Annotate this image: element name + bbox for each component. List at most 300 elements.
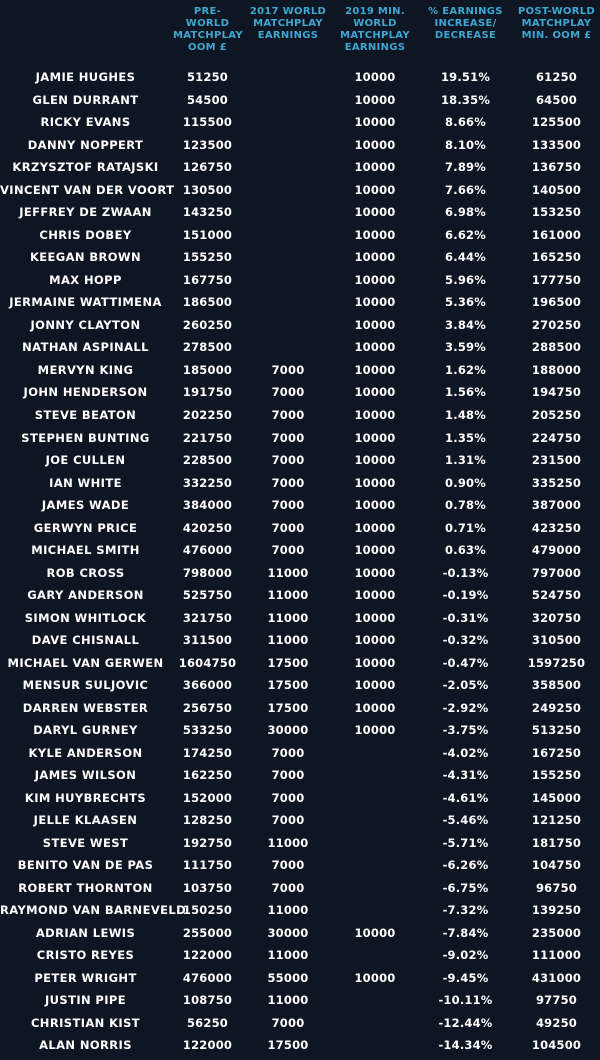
post-world-oom-cell: 479000 — [531, 543, 582, 558]
percent-change-cell: -0.47% — [442, 655, 489, 670]
pre-world-oom-cell: 130500 — [182, 182, 233, 197]
percent-change-cell: -2.05% — [442, 678, 489, 693]
percent-change-cell: 7.89% — [445, 160, 486, 175]
player-name-cell: JERMAINE WATTIMENA — [9, 295, 162, 310]
earnings-2017-cell — [244, 134, 332, 157]
post-world-oom-cell: 97750 — [535, 993, 577, 1008]
pre-world-oom-cell: 202250 — [182, 407, 233, 422]
player-name-cell: STEVE WEST — [42, 835, 129, 850]
percent-change-cell: 1.31% — [445, 453, 486, 468]
earnings-2017-cell: 7000 — [271, 407, 305, 422]
table-row — [0, 381, 600, 404]
player-name-cell: GERWYN PRICE — [33, 520, 138, 535]
post-world-oom-cell: 310500 — [531, 633, 582, 648]
player-name-cell: DANNY NOPPERT — [27, 137, 144, 152]
min-earnings-2019-cell: 10000 — [354, 633, 396, 648]
pre-world-oom-cell: 155250 — [182, 250, 233, 265]
percent-change-cell: 1.35% — [445, 430, 486, 445]
earnings-2017-cell — [244, 89, 332, 112]
table-body — [0, 66, 600, 1057]
post-world-oom-cell: 49250 — [535, 1015, 577, 1030]
earnings-2017-cell — [244, 66, 332, 89]
table-row — [0, 179, 600, 202]
percent-change-cell: 1.56% — [445, 385, 486, 400]
pre-world-oom-cell: 256750 — [182, 700, 233, 715]
earnings-2017-cell: 11000 — [267, 565, 309, 580]
earnings-2017-cell: 17500 — [267, 655, 309, 670]
min-earnings-2019-cell: 10000 — [354, 678, 396, 693]
post-world-oom-cell: 358500 — [531, 678, 582, 693]
min-earnings-2019-cell — [332, 944, 418, 967]
min-earnings-2019-cell — [332, 832, 418, 855]
pre-world-oom-cell: 54500 — [186, 92, 228, 107]
post-world-oom-cell: 61250 — [535, 70, 577, 85]
earnings-2017-cell: 7000 — [271, 385, 305, 400]
earnings-2017-cell: 7000 — [271, 768, 305, 783]
min-earnings-2019-cell: 10000 — [354, 160, 396, 175]
player-name-cell: MAX HOPP — [49, 272, 122, 287]
min-earnings-2019-cell — [332, 764, 418, 787]
table-row — [0, 314, 600, 337]
table-row — [0, 922, 600, 945]
percent-change-cell: -10.11% — [438, 993, 493, 1008]
min-earnings-2019-cell: 10000 — [354, 498, 396, 513]
min-earnings-2019-cell: 10000 — [354, 700, 396, 715]
player-name-cell: DARREN WEBSTER — [22, 700, 149, 715]
min-earnings-2019-cell: 10000 — [354, 227, 396, 242]
player-name-cell: STEPHEN BUNTING — [21, 430, 150, 445]
percent-change-cell: -0.19% — [442, 588, 489, 603]
pre-world-oom-cell: 798000 — [182, 565, 233, 580]
percent-change-cell: -5.46% — [442, 813, 489, 828]
pre-world-oom-cell: 143250 — [182, 205, 233, 220]
player-name-cell: RAYMOND VAN BARNEVELD — [0, 903, 187, 918]
table-row — [0, 494, 600, 517]
min-earnings-2019-cell — [332, 787, 418, 810]
player-name-cell: MICHAEL VAN GERWEN — [7, 655, 164, 670]
pre-world-oom-cell: 525750 — [182, 588, 233, 603]
player-name-cell: NATHAN ASPINALL — [22, 340, 149, 355]
table-row — [0, 606, 600, 629]
player-name-cell: DARYL GURNEY — [33, 723, 138, 738]
min-earnings-2019-cell: 10000 — [354, 430, 396, 445]
percent-change-cell: -0.32% — [442, 633, 489, 648]
player-name-cell: CHRIS DOBEY — [39, 227, 132, 242]
pre-world-oom-cell: 255000 — [182, 925, 233, 940]
min-earnings-2019-cell: 10000 — [354, 520, 396, 535]
player-name-cell: KYLE ANDERSON — [28, 745, 143, 760]
pre-world-oom-cell: 51250 — [186, 70, 228, 85]
post-world-oom-cell: 125500 — [531, 115, 582, 130]
player-name-cell: ROB CROSS — [46, 565, 125, 580]
table-row — [0, 719, 600, 742]
post-world-oom-cell: 64500 — [535, 92, 577, 107]
table-row — [0, 246, 600, 269]
post-world-oom-cell: 133500 — [531, 137, 582, 152]
table-row — [0, 336, 600, 359]
pre-world-oom-cell: 167750 — [182, 272, 233, 287]
table-row — [0, 651, 600, 674]
min-earnings-2019-cell — [332, 854, 418, 877]
percent-change-cell: 8.66% — [445, 115, 486, 130]
player-name-cell: JAMES WADE — [41, 498, 130, 513]
earnings-2017-cell — [244, 201, 332, 224]
percent-change-cell: 5.36% — [445, 295, 486, 310]
post-world-oom-cell: 387000 — [531, 498, 582, 513]
earnings-2017-cell — [244, 224, 332, 247]
player-name-cell: GLEN DURRANT — [32, 92, 139, 107]
min-earnings-2019-cell: 10000 — [354, 970, 396, 985]
table-row — [0, 787, 600, 810]
player-name-cell: GARY ANDERSON — [27, 588, 144, 603]
table-row — [0, 539, 600, 562]
player-name-cell: IAN WHITE — [49, 475, 122, 490]
earnings-2017-cell: 55000 — [267, 970, 309, 985]
earnings-2017-cell: 7000 — [271, 1015, 305, 1030]
post-world-oom-cell: 235000 — [531, 925, 582, 940]
earnings-2017-cell: 11000 — [267, 633, 309, 648]
player-name-cell: JUSTIN PIPE — [44, 993, 127, 1008]
earnings-2017-cell: 11000 — [267, 588, 309, 603]
pre-world-oom-cell: 332250 — [182, 475, 233, 490]
earnings-2017-cell: 11000 — [267, 903, 309, 918]
pre-world-oom-cell: 311500 — [182, 633, 233, 648]
earnings-2017-cell: 30000 — [267, 723, 309, 738]
post-world-oom-cell: 249250 — [531, 700, 582, 715]
table-row — [0, 854, 600, 877]
percent-change-cell: -7.84% — [442, 925, 489, 940]
min-earnings-2019-cell — [332, 899, 418, 922]
table-row — [0, 674, 600, 697]
earnings-2017-cell — [244, 156, 332, 179]
earnings-2017-cell — [244, 291, 332, 314]
earnings-2017-cell: 11000 — [267, 610, 309, 625]
min-earnings-2019-cell: 10000 — [354, 925, 396, 940]
table-row — [0, 989, 600, 1012]
earnings-2017-cell: 7000 — [271, 858, 305, 873]
min-earnings-2019-cell — [332, 809, 418, 832]
min-earnings-2019-cell: 10000 — [354, 70, 396, 85]
earnings-2017-cell: 11000 — [267, 948, 309, 963]
percent-change-cell: 1.48% — [445, 407, 486, 422]
table-row — [0, 832, 600, 855]
post-world-oom-cell: 188000 — [531, 362, 582, 377]
post-world-oom-cell: 335250 — [531, 475, 582, 490]
post-world-oom-cell: 145000 — [531, 790, 582, 805]
player-name-cell: STEVE BEATON — [34, 407, 137, 422]
pre-world-oom-cell: 122000 — [182, 1038, 233, 1053]
min-earnings-2019-cell — [332, 741, 418, 764]
percent-change-cell: 7.66% — [445, 182, 486, 197]
post-world-oom-cell: 231500 — [531, 453, 582, 468]
post-world-oom-cell: 177750 — [531, 272, 582, 287]
pre-world-oom-cell: 192750 — [182, 835, 233, 850]
player-name-cell: SIMON WHITLOCK — [24, 610, 147, 625]
min-earnings-2019-cell — [332, 1034, 418, 1057]
pre-world-oom-cell: 126750 — [182, 160, 233, 175]
percent-change-cell: 6.62% — [445, 227, 486, 242]
percent-change-cell: -0.13% — [442, 565, 489, 580]
earnings-2017-cell: 7000 — [271, 880, 305, 895]
pre-world-oom-cell: 366000 — [182, 678, 233, 693]
post-world-oom-cell: 161000 — [531, 227, 582, 242]
player-name-cell: JELLE KLAASEN — [33, 813, 138, 828]
earnings-2017-cell — [244, 179, 332, 202]
post-world-oom-cell: 181750 — [531, 835, 582, 850]
min-earnings-2019-cell: 10000 — [354, 272, 396, 287]
earnings-2017-cell — [244, 269, 332, 292]
table-row — [0, 764, 600, 787]
earnings-2017-cell — [244, 111, 332, 134]
earnings-2017-cell: 17500 — [267, 1038, 309, 1053]
pre-world-oom-cell: 152000 — [182, 790, 233, 805]
player-name-cell: PETER WRIGHT — [34, 970, 137, 985]
percent-change-cell: -4.02% — [442, 745, 489, 760]
percent-change-cell: -4.31% — [442, 768, 489, 783]
player-name-cell: JOE CULLEN — [45, 453, 126, 468]
percent-change-cell: -0.31% — [442, 610, 489, 625]
percent-change-cell: -9.45% — [442, 970, 489, 985]
earnings-2017-cell — [244, 314, 332, 337]
post-world-oom-cell: 111000 — [531, 948, 582, 963]
min-earnings-2019-cell: 10000 — [354, 250, 396, 265]
player-name-cell: MENSUR SULJOVIC — [22, 678, 149, 693]
earnings-2017-cell — [244, 336, 332, 359]
pre-world-oom-cell: 221750 — [182, 430, 233, 445]
min-earnings-2019-cell: 10000 — [354, 92, 396, 107]
percent-change-cell: -4.61% — [442, 790, 489, 805]
table-row — [0, 134, 600, 157]
min-earnings-2019-cell: 10000 — [354, 362, 396, 377]
player-name-cell: DAVE CHISNALL — [31, 633, 140, 648]
post-world-oom-cell: 165250 — [531, 250, 582, 265]
earnings-2017-cell: 7000 — [271, 813, 305, 828]
player-name-cell: JONNY CLAYTON — [30, 317, 141, 332]
min-earnings-2019-cell: 10000 — [354, 295, 396, 310]
post-world-oom-cell: 797000 — [531, 565, 582, 580]
column-header-2019-min-earnings: 2019 MIN. WORLD MATCHPLAY EARNINGS — [340, 6, 410, 53]
min-earnings-2019-cell: 10000 — [354, 655, 396, 670]
earnings-2017-cell: 11000 — [267, 993, 309, 1008]
percent-change-cell: -6.26% — [442, 858, 489, 873]
earnings-2017-cell: 7000 — [271, 520, 305, 535]
percent-change-cell: 6.44% — [445, 250, 486, 265]
header-row — [0, 6, 600, 66]
table-row — [0, 1034, 600, 1057]
percent-change-cell: 0.63% — [445, 543, 486, 558]
table-row — [0, 944, 600, 967]
pre-world-oom-cell: 476000 — [182, 970, 233, 985]
min-earnings-2019-cell — [332, 1012, 418, 1035]
min-earnings-2019-cell: 10000 — [354, 588, 396, 603]
post-world-oom-cell: 1597250 — [527, 655, 586, 670]
player-name-cell: ADRIAN LEWIS — [35, 925, 136, 940]
earnings-2017-cell: 7000 — [271, 453, 305, 468]
min-earnings-2019-cell: 10000 — [354, 182, 396, 197]
post-world-oom-cell: 431000 — [531, 970, 582, 985]
earnings-2017-cell: 7000 — [271, 745, 305, 760]
post-world-oom-cell: 136750 — [531, 160, 582, 175]
pre-world-oom-cell: 103750 — [182, 880, 233, 895]
table-row — [0, 224, 600, 247]
min-earnings-2019-cell: 10000 — [354, 543, 396, 558]
column-header-percent-change: % EARNINGS INCREASE/ DECREASE — [428, 6, 503, 41]
earnings-2017-cell: 17500 — [267, 678, 309, 693]
pre-world-oom-cell: 384000 — [182, 498, 233, 513]
player-name-cell: MERVYN KING — [37, 362, 134, 377]
table-row — [0, 1012, 600, 1035]
table-row — [0, 201, 600, 224]
earnings-2017-cell: 11000 — [267, 835, 309, 850]
earnings-2017-cell — [244, 246, 332, 269]
post-world-oom-cell: 224750 — [531, 430, 582, 445]
pre-world-oom-cell: 111750 — [182, 858, 233, 873]
earnings-2017-cell: 7000 — [271, 790, 305, 805]
pre-world-oom-cell: 108750 — [182, 993, 233, 1008]
player-name-cell: CHRISTIAN KIST — [30, 1015, 141, 1030]
post-world-oom-cell: 423250 — [531, 520, 582, 535]
percent-change-cell: 3.84% — [445, 317, 486, 332]
post-world-oom-cell: 524750 — [531, 588, 582, 603]
earnings-2017-cell: 30000 — [267, 925, 309, 940]
player-name-cell: KIM HUYBRECHTS — [24, 790, 147, 805]
pre-world-oom-cell: 191750 — [182, 385, 233, 400]
player-name-cell: MICHAEL SMITH — [31, 543, 140, 558]
post-world-oom-cell: 167250 — [531, 745, 582, 760]
percent-change-cell: 3.59% — [445, 340, 486, 355]
table-row — [0, 449, 600, 472]
pre-world-oom-cell: 115500 — [182, 115, 233, 130]
table-row — [0, 584, 600, 607]
post-world-oom-cell: 140500 — [531, 182, 582, 197]
post-world-oom-cell: 96750 — [535, 880, 577, 895]
table-row — [0, 561, 600, 584]
player-name-cell: ALAN NORRIS — [39, 1038, 132, 1053]
percent-change-cell: 0.78% — [445, 498, 486, 513]
post-world-oom-cell: 320750 — [531, 610, 582, 625]
table-row — [0, 359, 600, 382]
pre-world-oom-cell: 122000 — [182, 948, 233, 963]
earnings-2017-cell: 7000 — [271, 362, 305, 377]
post-world-oom-cell: 194750 — [531, 385, 582, 400]
min-earnings-2019-cell: 10000 — [354, 610, 396, 625]
column-header-pre-world-oom: PRE-WORLD MATCHPLAY OOM £ — [173, 6, 243, 53]
percent-change-cell: -14.34% — [438, 1038, 493, 1053]
earnings-2017-cell: 7000 — [271, 498, 305, 513]
post-world-oom-cell: 513250 — [531, 723, 582, 738]
player-name-cell: ROBERT THORNTON — [18, 880, 153, 895]
table-row — [0, 967, 600, 990]
earnings-table — [0, 6, 600, 1057]
pre-world-oom-cell: 162250 — [182, 768, 233, 783]
table-row — [0, 111, 600, 134]
table-row — [0, 899, 600, 922]
table-row — [0, 156, 600, 179]
player-name-cell: JAMES WILSON — [34, 768, 137, 783]
percent-change-cell: -6.75% — [442, 880, 489, 895]
pre-world-oom-cell: 128250 — [182, 813, 233, 828]
post-world-oom-cell: 139250 — [531, 903, 582, 918]
pre-world-oom-cell: 185000 — [182, 362, 233, 377]
table-row — [0, 516, 600, 539]
pre-world-oom-cell: 476000 — [182, 543, 233, 558]
player-name-cell: KRZYSZTOF RATAJSKI — [12, 160, 159, 175]
percent-change-cell: 1.62% — [445, 362, 486, 377]
percent-change-cell: -9.02% — [442, 948, 489, 963]
pre-world-oom-cell: 174250 — [182, 745, 233, 760]
pre-world-oom-cell: 1604750 — [178, 655, 237, 670]
column-header-post-world-oom: POST-WORLD MATCHPLAY MIN. OOM £ — [518, 6, 595, 41]
table-row — [0, 877, 600, 900]
post-world-oom-cell: 270250 — [531, 317, 582, 332]
table-row — [0, 426, 600, 449]
earnings-2017-cell: 7000 — [271, 543, 305, 558]
table-row — [0, 269, 600, 292]
min-earnings-2019-cell: 10000 — [354, 723, 396, 738]
min-earnings-2019-cell: 10000 — [354, 340, 396, 355]
player-name-cell: JOHN HENDERSON — [23, 385, 148, 400]
min-earnings-2019-cell: 10000 — [354, 115, 396, 130]
min-earnings-2019-cell: 10000 — [354, 385, 396, 400]
player-name-cell: VINCENT VAN DER VOORT — [0, 182, 175, 197]
post-world-oom-cell: 155250 — [531, 768, 582, 783]
post-world-oom-cell: 205250 — [531, 407, 582, 422]
table-row — [0, 291, 600, 314]
min-earnings-2019-cell — [332, 877, 418, 900]
min-earnings-2019-cell — [332, 989, 418, 1012]
min-earnings-2019-cell: 10000 — [354, 453, 396, 468]
table-row — [0, 89, 600, 112]
table-row — [0, 741, 600, 764]
pre-world-oom-cell: 123500 — [182, 137, 233, 152]
pre-world-oom-cell: 151000 — [182, 227, 233, 242]
pre-world-oom-cell: 420250 — [182, 520, 233, 535]
player-name-cell: CRISTO REYES — [36, 948, 135, 963]
table-row — [0, 629, 600, 652]
table-row — [0, 471, 600, 494]
min-earnings-2019-cell: 10000 — [354, 475, 396, 490]
column-header-player — [0, 6, 171, 66]
pre-world-oom-cell: 150250 — [182, 903, 233, 918]
player-name-cell: JAMIE HUGHES — [35, 70, 136, 85]
column-header-2017-earnings: 2017 WORLD MATCHPLAY EARNINGS — [249, 6, 327, 41]
percent-change-cell: 6.98% — [445, 205, 486, 220]
pre-world-oom-cell: 278500 — [182, 340, 233, 355]
pre-world-oom-cell: 186500 — [182, 295, 233, 310]
min-earnings-2019-cell: 10000 — [354, 565, 396, 580]
min-earnings-2019-cell: 10000 — [354, 317, 396, 332]
earnings-2017-cell: 17500 — [267, 700, 309, 715]
percent-change-cell: 0.90% — [445, 475, 486, 490]
pre-world-oom-cell: 228500 — [182, 453, 233, 468]
pre-world-oom-cell: 260250 — [182, 317, 233, 332]
percent-change-cell: 19.51% — [440, 70, 491, 85]
earnings-2017-cell: 7000 — [271, 475, 305, 490]
post-world-oom-cell: 153250 — [531, 205, 582, 220]
percent-change-cell: -2.92% — [442, 700, 489, 715]
pre-world-oom-cell: 321750 — [182, 610, 233, 625]
player-name-cell: JEFFREY DE ZWAAN — [19, 205, 152, 220]
table-row — [0, 66, 600, 89]
post-world-oom-cell: 104500 — [531, 1038, 582, 1053]
earnings-2017-cell: 7000 — [271, 430, 305, 445]
table-row — [0, 809, 600, 832]
percent-change-cell: -3.75% — [442, 723, 489, 738]
percent-change-cell: -7.32% — [442, 903, 489, 918]
percent-change-cell: -5.71% — [442, 835, 489, 850]
percent-change-cell: 8.10% — [445, 137, 486, 152]
table-row — [0, 696, 600, 719]
